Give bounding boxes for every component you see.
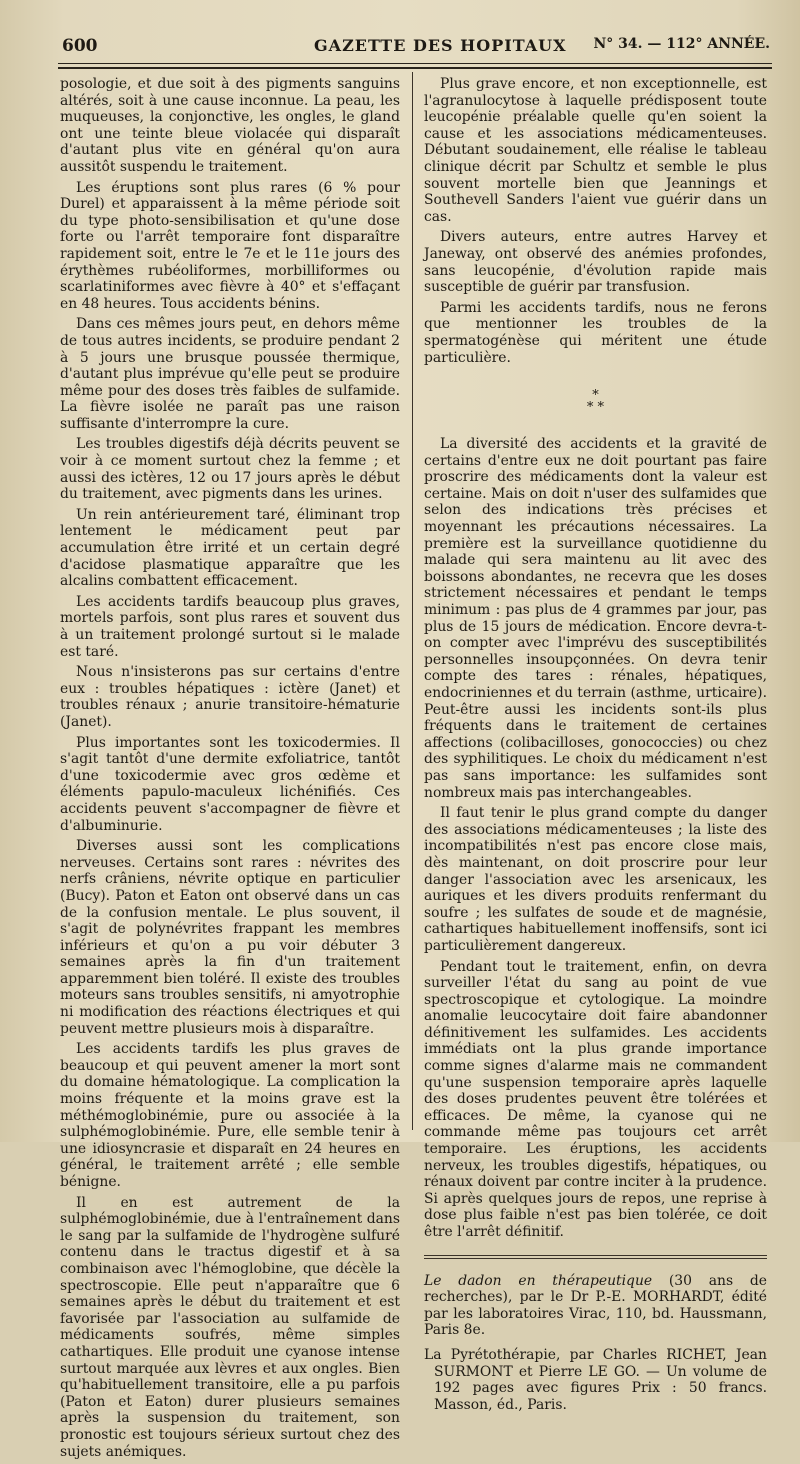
paragraph: Parmi les accidents tardifs, nous ne ferons que mentionner les troubles de la spermatogénèse qui méritent une étude particulière. [424,299,767,366]
book-notices [424,1273,767,1414]
column-divider [412,72,413,1130]
issue-number: N° 34. — 112° ANNÉE. [593,36,770,52]
paragraph: Les accidents tardifs beaucoup plus graves, mortels parfois, sont plus rares et souvent dus à un traitement prolongé surtout si le malade est taré. [60,593,400,660]
left-column [60,76,400,1464]
paragraph: Les accidents tardifs les plus graves de beaucoup et qui peuvent amener la mort sont du domaine hématologique. La complication la moins fréquente et la moins grave est la méthémoglobinémie, pure ou associée à la sulphémoglobinémie. Pure, elle semble tenir à une idiosyncrasie et disparaît en 24 heures en général, le traitement arrêté ; elle semble bénigne. [60,1041,400,1190]
right-column [424,76,767,1421]
paragraph: posologie, et due soit à des pigments sanguins altérés, soit à une cause inconnue. La peau, les muqueuses, la conjonctive, les ongles, le gland ont une teinte bleue violacée qui disparaît d'autant plus vite en général qu'on aura aussitôt suspendu le traitement. [60,76,400,175]
paragraph: Plus grave encore, et non exceptionnelle, est l'agranulocytose à laquelle prédisposent toute leucopénie préalable quelle qu'en soient la cause et les associations médicamenteuses. Débutant soudainement, elle réalise le tableau clinique décrit par Schultz et semble le plus souvent mortelle bien que Jeannings et Southevell Sanders l'aient vue guérir dans un cas. [424,76,767,225]
section-asterism: * * * [586,388,605,416]
paragraph: Un rein antérieurement taré, éliminant trop lentement le médicament peut par accumulation être irrité et un certain degré d'acidose plasmatique apparaître que les alcalins combattent efficacement. [60,506,400,590]
book-title: La Pyrétothérapie, [424,1346,561,1363]
header-double-rule [58,67,772,69]
journal-title: GAZETTE DES HOPITAUX [314,36,567,55]
paragraph: Les troubles digestifs déjà décrits peuvent se voir à ce moment surtout chez la femme ; et aussi des ictères, 12 ou 17 jours après le début du traitement, avec pigments dans les urines. [60,436,400,503]
paragraph: Divers auteurs, entre autres Harvey et Janeway, ont observé des anémies profondes, sans leucopénie, d'évolution rapide mais susceptible de guérir par transfusion. [424,229,767,296]
paragraph: Il en est autrement de la sulphémoglobinémie, due à l'entraînement dans le sang par la sulfamide de l'hydrogène sulfuré contenu dans le tractus digestif et à sa combinaison avec l'hémoglobine, que décèle la spectroscopie. Elle peut n'apparaître que 6 semaines après le début du traitement et est favorisée par l'association au sulfamide de médicaments soufrés, même simples cathartiques. Elle produit une cyanose intense surtout marquée aux lèvres et aux ongles. Bien qu'habituellement transitoire, elle a pu parfois (Paton et Eaton) durer plusieurs semaines après la suspension du traitement, son pronostic est toujours sérieux surtout chez des sujets anémiques. [60,1194,400,1460]
header-rule [58,63,772,64]
book-details: par Charles RICHET, Jean SURMONT et Pierre LE GO. — Un volume de 192 pages avec figures Prix : 50 francs. Masson, éd., Paris. [434,1346,767,1413]
paragraph: La diversité des accidents et la gravité de certains d'entre eux ne doit pourtant pas faire proscrire des médicaments dont la valeur est certaine. Mais on doit n'user des sulfamides que selon des indications très précises et moyennant les précautions nécessaires. La première est la surveillance quotidienne du malade qui sera maintenu au lit avec des boissons abondantes, ne recevra que les doses strictement nécessaires et pendant le temps minimum : pas plus de 4 grammes par jour, pas plus de 15 jours de médication. Encore devra-t-on compter avec l'imprévu des susceptibilités personnelles insoupçonnées. On devra tenir compte des tares : rénales, hépatiques, endocriniennes et du terrain (asthme, urticaire). Peut-être aussi les incidents sont-ils plus fréquents dans le traitement de certaines affections (colibacilloses, gonococcies) ou chez des syphilitiques. Le choix du médicament n'est pas sans importance: les sulfamides sont nombreux mais pas interchangeables. [424,436,767,801]
paragraph: Diverses aussi sont les complications nerveuses. Certains sont rares : névrites des nerfs crâniens, névrite optique en particulier (Bucy). Paton et Eaton ont observé dans un cas de la confusion mentale. Le plus souvent, il s'agit de polynévrites frappant les membres inférieurs et qu'on a pu voir débuter 3 semaines après la fin d'un traitement apparemment bien toléré. Il existe des troubles moteurs sans troubles sensitifs, ni amyotrophie ni modification des réactions électriques et qui peuvent mettre plusieurs mois à disparaître. [60,838,400,1037]
paragraph: Dans ces mêmes jours peut, en dehors même de tous autres incidents, se produire pendant 2 à 5 jours une brusque poussée thermique, d'autant plus imprévue qu'elle peut se produire même pour des doses très faibles de sulfamide. La fièvre isolée ne paraît pas une raison suffisante d'interrompre la cure. [60,316,400,432]
book-details: (30 ans de recherches), par le Dr P.-E. MORHARDT, édité par les laboratoires Virac, 110, bd. Haussmann, Paris 8e. [424,1272,767,1339]
paragraph: Pendant tout le traitement, enfin, on devra surveiller l'état du sang au point de vue spectroscopique et cytologique. La moindre anomalie leucocytaire doit faire abandonner définitivement les sulfamides. Les accidents immédiats ont la plus grande importance comme signes d'alarme mais ne commandent qu'une suspension temporaire après laquelle des doses prudentes peuvent être tolérées et efficaces. De même, la cyanose qui ne commande même pas toujours cet arrêt temporaire. Les éruptions, les accidents nerveux, les troubles digestifs, hépatiques, ou rénaux doivent par contre inciter à la prudence. Si après quelques jours de repos, une reprise à dose plus faible n'est pas bien tolérée, ce doit être l'arrêt définitif. [424,958,767,1240]
book-title: Le dadon en thérapeutique [424,1272,653,1289]
paragraph: Les éruptions sont plus rares (6 % pour Durel) et apparaissent à la même période soit du type photo-sensibilisation et qu'une dose forte ou l'arrêt temporaire font disparaître rapidement soit, entre le 7e et le 11e jours des érythèmes rubéoliformes, morbilliformes ou scarlatiniformes avec fièvre à 40° et s'effaçant en 48 heures. Tous accidents bénins. [60,179,400,312]
section-rule [424,1255,767,1256]
section-rule [424,1258,767,1259]
paragraph: Nous n'insisterons pas sur certains d'entre eux : troubles hépatiques : ictère (Janet) et troubles rénaux ; anurie transitoire-hématurie (Janet). [60,664,400,730]
page-header [58,36,770,64]
book-notice [424,1347,767,1413]
book-notice [424,1273,767,1339]
paragraph: Plus importantes sont les toxicodermies. Il s'agit tantôt d'une dermite exfoliatrice, tantôt d'une toxicodermie avec gros œdème et éléments papulo-maculeux lichénifiés. Ces accidents peuvent s'accompagner de fièvre et d'albuminurie. [60,734,400,834]
paragraph: Il faut tenir le plus grand compte du danger des associations médicamenteuses ; la liste des incompatibilités n'est pas encore close mais, dès maintenant, on doit proscrire pour leur danger l'association avec les arsenicaux, les auriques et les divers produits renfermant du soufre ; les sulfates de soude et de magnésie, cathartiques habituellement inoffensifs, sont ici particulièrement dangereux. [424,805,767,954]
page-number: 600 [62,36,98,56]
